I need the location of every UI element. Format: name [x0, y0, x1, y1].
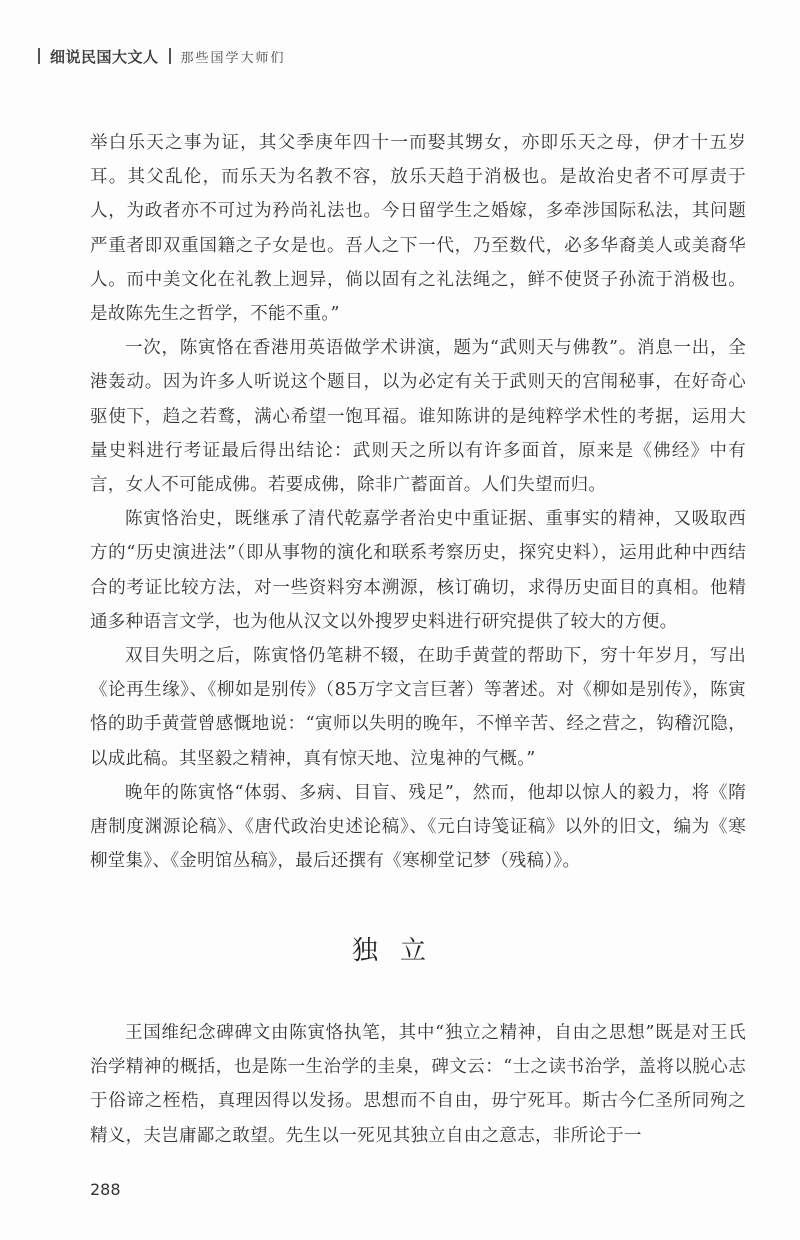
chapter-title: 那些国学大师们 — [180, 50, 286, 66]
paragraph: 一次，陈寅恪在香港用英语做学术讲演，题为“武则天与佛教”。消息一出，全港轰动。因为许多人听说这个题目，以为必定有关于武则天的宫闱秘事，在好奇心驱使下，趋之若鹜，满心希望一饱耳福。谁知陈讲的是纯粹学术性的考据，运用大量史料进行考证最后得出结论：武则天之所以有许多面首，原来是《佛经》中有言，女人不可能成佛。若要成佛，除非广蓄面首。人们失望而归。 — [90, 338, 746, 496]
header-divider — [169, 48, 171, 64]
section-heading: 独立 — [351, 936, 448, 966]
header-divider — [38, 48, 40, 64]
paragraph: 晚年的陈寅恪“体弱、多病、目盲、残足”，然而，他却以惊人的毅力，将《隋唐制度渊源论稿》、《唐代政治史述论稿》、《元白诗笺证稿》以外的旧文，编为《寒柳堂集》、《金明馆丛稿》，最后还撰有《寒柳堂记梦（残稿）》。 — [90, 782, 746, 872]
body-text-bottom — [90, 1016, 746, 1153]
body-text-top — [90, 126, 746, 878]
paragraph: 举白乐天之事为证，其父季庚年四十一而娶其甥女，亦即乐天之母，伊才十五岁耳。其父乱伦，而乐天为名教不容，放乐天趋于消极也。是故治史者不可厚责于人，为政者亦不可过为矜尚礼法也。今日留学生之婚嫁，多牵涉国际私法，其问题严重者即双重国籍之子女是也。吾人之下一代，乃至数代，必多华裔美人或美裔华人。而中美文化在礼教上迥异，倘以固有之礼法绳之，鲜不使贤子孙流于消极也。是故陈先生之哲学，不能不重。” — [90, 133, 746, 325]
page-number: 288 — [90, 1180, 121, 1199]
paragraph: 陈寅恪治史，既继承了清代乾嘉学者治史中重证据、重事实的精神，又吸取西方的“历史演进法”（即从事物的演化和联系考察历史，探究史料），运用此种中西结合的考证比较方法，对一些资料穷本溯源，核订确切，求得历史面目的真相。他精通多种语言文学，也为他从汉文以外搜罗史料进行研究提供了较大的方便。 — [90, 509, 746, 632]
paragraph: 双目失明之后，陈寅恪仍笔耕不辍，在助手黄萱的帮助下，穷十年岁月，写出《论再生缘》、《柳如是别传》（85万字文言巨著）等著述。对《柳如是别传》，陈寅恪的助手黄萱曾感慨地说：“寅师以失明的晚年，不惮辛苦、经之营之，钩稽沉隐，以成此稿。其坚毅之精神，真有惊天地、泣鬼神的气概。” — [90, 646, 746, 769]
paragraph: 王国维纪念碑碑文由陈寅恪执笔，其中“独立之精神，自由之思想”既是对王氏治学精神的概括，也是陈一生治学的圭臬，碑文云：“士之读书治学，盖将以脱心志于俗谛之桎梏，真理因得以发扬。思想而不自由，毋宁死耳。斯古今仁圣所同殉之精义，夫岂庸鄙之敢望。先生以一死见其独立自由之意志，非所论于一 — [90, 1023, 746, 1146]
running-header — [38, 44, 286, 68]
book-title: 细说民国大文人 — [50, 47, 159, 66]
